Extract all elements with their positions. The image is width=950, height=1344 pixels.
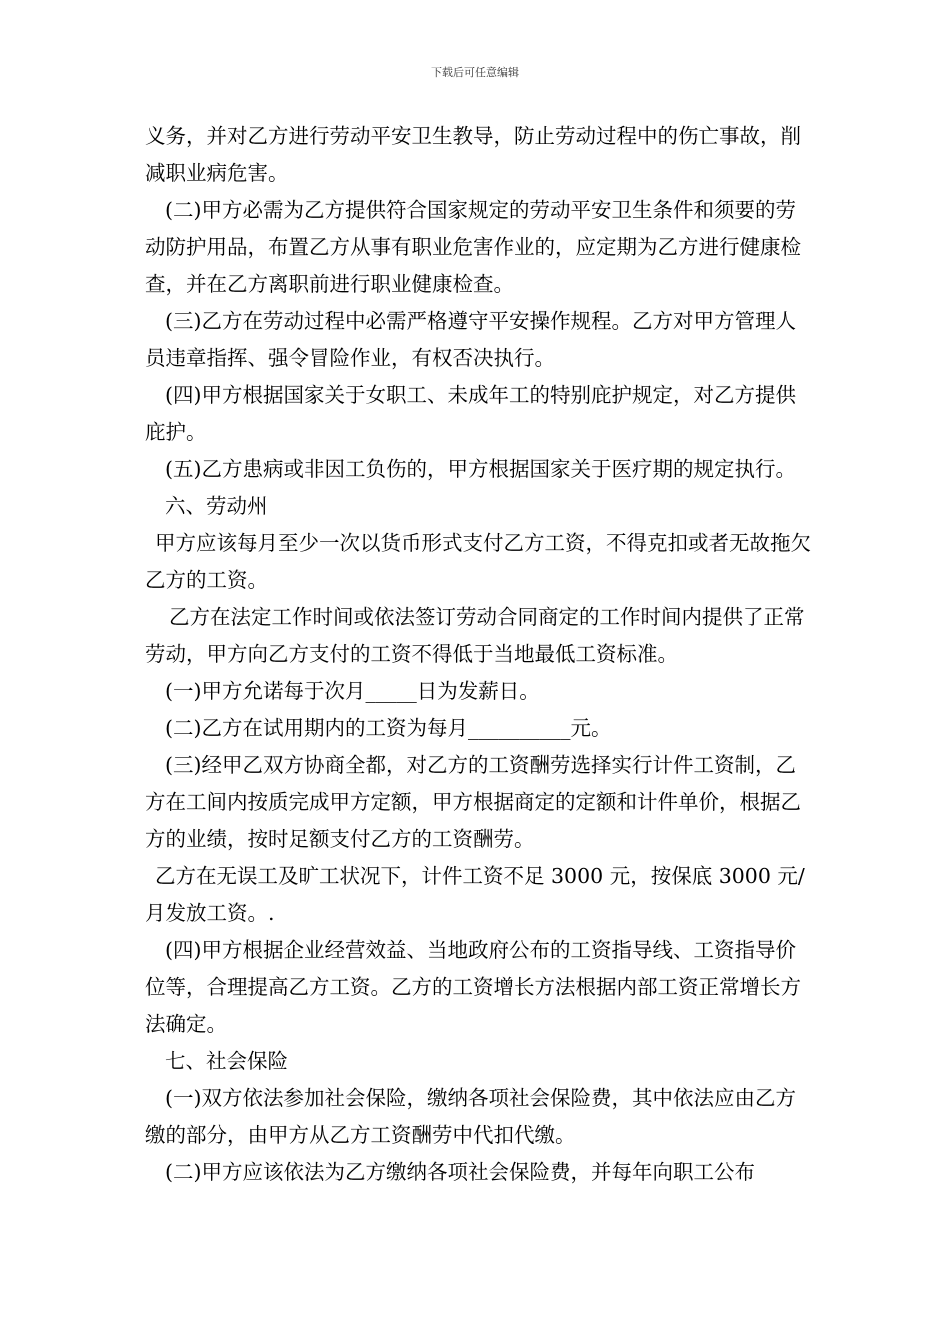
page-header-note: 下载后可任意编辑 xyxy=(431,66,519,79)
paragraph-13: (四)甲方根据企业经营效益、当地政府公布的工资指导线、工资指导价位等，合理提高乙方工资。乙方的工资增长方法根据内部工资正常增长方法确定。 xyxy=(145,938,801,1036)
paragraph-2: (二)甲方必需为乙方提供符合国家规定的劳动平安卫生条件和须要的劳动防护用品，布置乙方从事有职业危害作业的，应定期为乙方进行健康检查，并在乙方离职前进行职业健康检查。 xyxy=(145,198,801,296)
paragraph-15: (一)双方依法参加社会保险，缴纳各项社会保险费，其中依法应由乙方缴的部分，由甲方从乙方工资酬劳中代扣代缴。 xyxy=(145,1086,796,1147)
section-heading-7: 七、社会保险 xyxy=(165,1049,288,1073)
paragraph-10: (二)乙方在试用期内的工资为每月__________元。 xyxy=(165,716,612,740)
paragraph-4: (四)甲方根据国家关于女职工、未成年工的特别庇护规定，对乙方提供庇护。 xyxy=(145,383,796,444)
paragraph-3: (三)乙方在劳动过程中必需严格遵守平安操作规程。乙方对甲方管理人员违章指挥、强令冒险作业，有权否决执行。 xyxy=(145,309,796,370)
paragraph-12: 乙方在无误工及旷工状况下，计件工资不足 3000 元，按保底 3000 元/月发放工资。. xyxy=(145,864,805,925)
paragraph-1: 义务，并对乙方进行劳动平安卫生教导，防止劳动过程中的伤亡事故，削减职业病危害。 xyxy=(145,124,801,185)
paragraph-9: (一)甲方允诺每于次月_____日为发薪日。 xyxy=(165,679,540,703)
paragraph-5: (五)乙方患病或非因工负伤的，甲方根据国家关于医疗期的规定执行。 xyxy=(165,457,796,481)
section-heading-6: 六、劳动州 xyxy=(165,494,268,518)
paragraph-11: (三)经甲乙双方协商全都，对乙方的工资酬劳选择实行计件工资制，乙方在工间内按质完成甲方定额，甲方根据商定的定额和计件单价，根据乙方的业绩，按时足额支付乙方的工资酬劳。 xyxy=(145,753,801,851)
paragraph-16: (二)甲方应该依法为乙方缴纳各项社会保险费，并每年向职工公布 xyxy=(165,1160,755,1184)
paragraph-7: 甲方应该每月至少一次以货币形式支付乙方工资，不得克扣或者无故拖欠乙方的工资。 xyxy=(145,531,811,592)
document-body xyxy=(145,118,813,1191)
paragraph-8: 乙方在法定工作时间或依法签订劳动合同商定的工作时间内提供了正常劳动，甲方向乙方支付的工资不得低于当地最低工资标准。 xyxy=(145,605,805,666)
